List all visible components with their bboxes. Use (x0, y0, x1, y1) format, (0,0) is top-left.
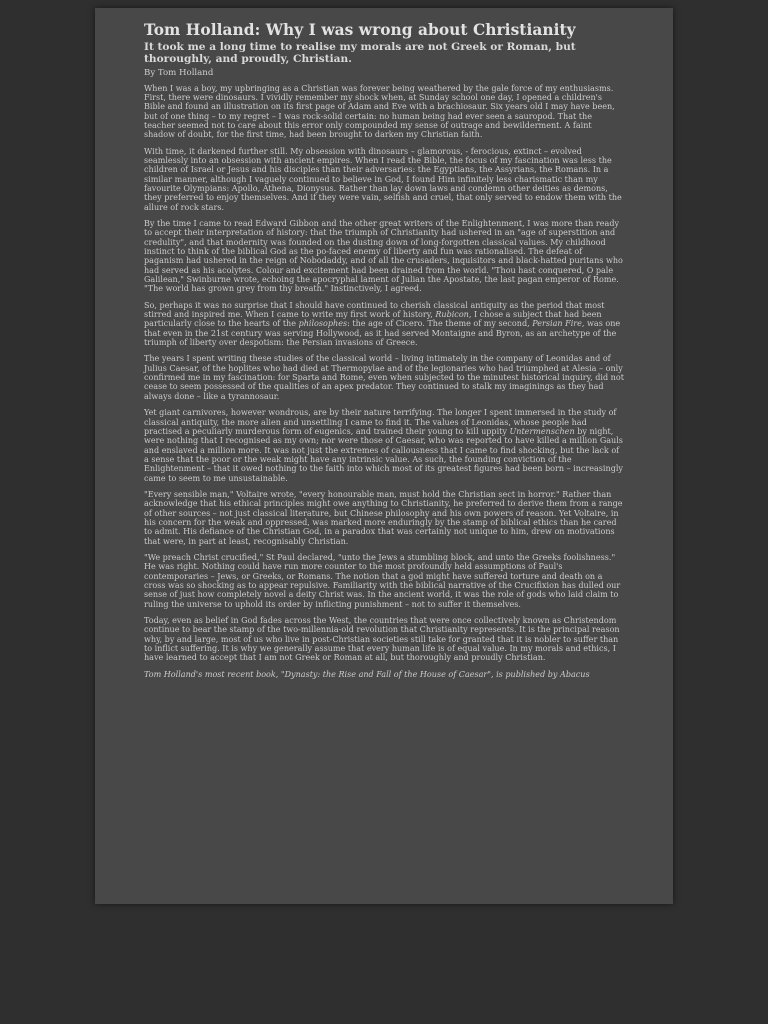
document-page (95, 8, 673, 904)
italic-text: Rubicon (435, 310, 469, 320)
article-byline: By Tom Holland (144, 67, 214, 78)
article-paragraph (144, 553, 624, 609)
paragraph-text: by night, were nothing that I recognised as my own; nor were those of Caesar, who was reported to have killed a million Gauls and enslaved a million more. It was not just the extremes of callousness that I came to find shocking, but the lack of a sense that the poor or the weak might have any intrinsic value. As such, the founding conviction of the Enlightenment – that it owed nothing to the faith into which most of its greatest figures had been born – increasingly came to seem to me unsustainable. (144, 426, 623, 483)
article-paragraph (144, 147, 624, 212)
italic-text: Persian Fire (532, 319, 582, 329)
article-paragraph (144, 219, 624, 294)
article-subtitle: It took me a long time to realise my morals are not Greek or Roman, but thoroughly, and proudly, Christian. (144, 40, 576, 65)
article-paragraph (144, 490, 624, 546)
article-body (144, 84, 624, 663)
paragraph-text: Today, even as belief in God fades across the West, the countries that were once collectively known as Christendom continue to bear the stamp of the two-millennia-old revolution that Christianity represents. It is the principal reason why, by and large, most of us who live in post-Christian societies still take for granted that it is nobler to suffer than to inflict suffering. It is why we generally assume that every human life is of equal value. In my morals and ethics, I have learned to accept that I am not Greek or Roman at all, but thoroughly and proudly Christian. (144, 616, 620, 663)
article-paragraph (144, 408, 624, 483)
paragraph-text: "We preach Christ crucified," St Paul declared, "unto the Jews a stumbling block, and unto the Greeks foolishness." He was right. Nothing could have run more counter to the most profoundly held assumptions of Paul's contemporaries – Jews, or Greeks, or Romans. The notion that a god might have suffered torture and death on a cross was so shocking as to appear repulsive. Familiarity with the biblical narrative of the Crucifixion has dulled our sense of just how completely novel a deity Christ was. In the ancient world, it was the role of gods who laid claim to ruling the universe to uphold its order by inflicting punishment – not to suffer it themselves. (144, 552, 621, 609)
article-paragraph (144, 354, 624, 401)
article-paragraph (144, 301, 624, 348)
article-paragraph (144, 84, 624, 140)
paragraph-text: , I chose a subject that had been particularly close to the hearts of the (144, 310, 602, 329)
paragraph-text: When I was a boy, my upbringing as a Christian was forever being weathered by the gale force of my enthusiasms. First, there were dinosaurs. I vividly remember my shock when, at Sunday school one day, I opened a children's Bible and found an illustration on its first page of Adam and Eve with a brachiosaur. Six years old I may have been, but of one thing – to my regret – I was rock-solid certain: no human being had ever seen a sauropod. That the teacher seemed not to care about this error only compounded my sense of outrage and bewilderment. A faint shadow of doubt, for the first time, had been brought to darken my Christian faith. (144, 83, 615, 140)
article-footnote: Tom Holland's most recent book, "Dynasty: the Rise and Fall of the House of Caesar", is published by Abacus (144, 669, 590, 679)
paragraph-text: Yet giant carnivores, however wondrous, are by their nature terrifying. The longer I spent immersed in the study of classical antiquity, the more alien and unsettling I came to find it. The values of Leonidas, whose people had practised a peculiarly murderous form of eugenics, and trained their young to kill uppity (144, 408, 617, 436)
paragraph-text: By the time I came to read Edward Gibbon and the other great writers of the Enlightenment, I was more than ready to accept their interpretation of history: that the triumph of Christianity had ushered in an "age of superstition and credulity", and that modernity was founded on the dusting down of long-forgotten classical values. My childhood instinct to think of the biblical God as the po-faced enemy of liberty and fun was rationalised. The defeat of paganism had ushered in the reign of Nobodaddy, and of all the crusaders, inquisitors and black-hatted puritans who had served as his acolytes. Colour and excitement had been drained from the world. "Thou hast conquered, O pale Galilean," Swinburne wrote, echoing the apocryphal lament of Julian the Apostate, the last pagan emperor of Rome. "The world has grown grey from thy breath." Instinctively, I agreed. (144, 218, 623, 294)
paragraph-text: "Every sensible man," Voltaire wrote, "every honourable man, must hold the Christian sect in horror." Rather than acknowledge that his ethical principles might owe anything to Christianity, he preferred to derive them from a range of other sources – not just classical literature, but Chinese philosophy and his own powers of reason. Yet Voltaire, in his concern for the weak and oppressed, was marked more enduringly by the stamp of biblical ethics than he cared to admit. His defiance of the Christian God, in a paradox that was certainly not unique to him, drew on motivations that were, in part at least, recognisably Christian. (144, 489, 623, 546)
paragraph-text: , was one that even in the 21st century was serving Hollywood, as it had served Montaigne and Byron, as an archetype of the triumph of liberty over despotism: the Persian invasions of Greece. (144, 319, 621, 348)
italic-text: Untermenschen (509, 426, 575, 436)
paragraph-text: With time, it darkened further still. My obsession with dinosaurs – glamorous, - ferocious, extinct – evolved seamlessly into an obsession with ancient empires. When I read the Bible, the focus of my fascination was less the children of Israel or Jesus and his disciples than their adversaries: the Egyptians, the Assyrians, the Romans. In a similar manner, although I vaguely continued to believe in God, I found Him infinitely less charismatic than my favourite Olympians: Apollo, Athena, Dionysus. Rather than lay down laws and condemn other deities as demons, they preferred to enjoy themselves. And if they were vain, selfish and cruel, that only served to endow them with the allure of rock stars. (144, 146, 622, 212)
paragraph-text: So, perhaps it was no surprise that I should have continued to cherish classical antiquity as the period that most stirred and inspired me. When I came to write my first work of history, (144, 300, 605, 320)
italic-text: philosophes (298, 319, 348, 329)
article-paragraph (144, 616, 624, 663)
paragraph-text: The years I spent writing these studies of the classical world – living intimately in the company of Leonidas and of Julius Caesar, of the hoplites who had died at Thermopylae and of the legionaries who had triumphed at Alesia – only confirmed me in my fascination: for Sparta and Rome, even when subjected to the minutest historical inquiry, did not cease to seem possessed of the qualities of an apex predator. They continued to stalk my imaginings as they had always done – like a tyrannosaur. (144, 354, 624, 401)
article (144, 23, 624, 679)
article-title: Tom Holland: Why I was wrong about Christianity (144, 21, 576, 39)
paragraph-text: : the age of Cicero. The theme of my second, (347, 319, 533, 329)
